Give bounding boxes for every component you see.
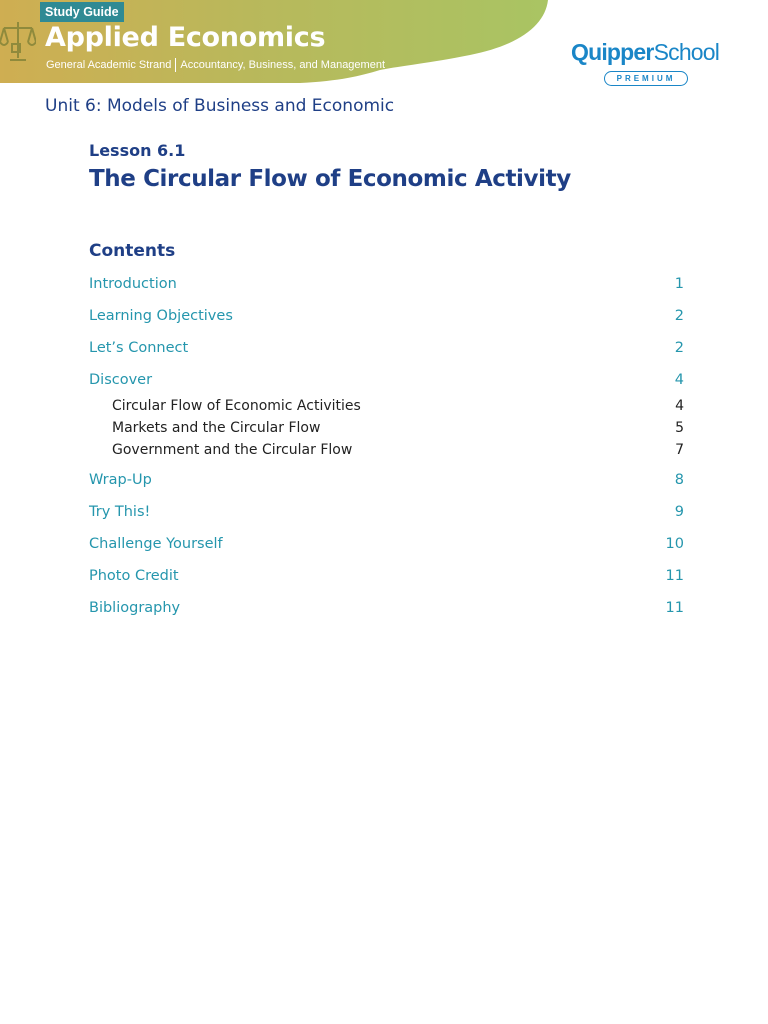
toc-item-page: 8: [674, 472, 684, 488]
strand-name: General Academic Strand: [46, 58, 172, 71]
toc-item-label: Government and the Circular Flow: [112, 442, 353, 458]
track-name: Accountancy, Business, and Management: [180, 58, 385, 71]
strand-divider: [175, 58, 176, 72]
toc-item[interactable]: [89, 308, 684, 330]
toc-item-page: 11: [665, 600, 684, 616]
logo-bold-text: Quipper: [571, 39, 654, 65]
toc-item-page: 11: [665, 568, 684, 584]
toc-item-page: 1: [674, 276, 684, 292]
balance-scale-icon: [0, 18, 36, 64]
toc-item[interactable]: [89, 276, 684, 298]
toc-item-page: 5: [675, 420, 684, 436]
toc-item-label: Try This!: [89, 504, 151, 520]
toc-item-page: 2: [674, 340, 684, 356]
toc-item[interactable]: [89, 568, 684, 590]
strand-line: [46, 58, 385, 72]
quipper-school-logo: [571, 38, 721, 83]
toc-item-label: Challenge Yourself: [89, 536, 223, 552]
toc-item-page: 4: [675, 398, 684, 414]
toc-item[interactable]: [89, 504, 684, 526]
toc-item-label: Photo Credit: [89, 568, 179, 584]
toc-item-page: 9: [674, 504, 684, 520]
toc-item[interactable]: [89, 472, 684, 494]
toc-item[interactable]: [89, 340, 684, 362]
header-banner: [0, 0, 768, 90]
toc-item-label: Wrap-Up: [89, 472, 152, 488]
toc-item-page: 4: [674, 372, 684, 388]
toc-item-label: Let’s Connect: [89, 340, 189, 356]
unit-title: Unit 6: Models of Business and Economic: [45, 96, 395, 116]
toc-item[interactable]: [89, 372, 684, 394]
toc-item: [89, 398, 684, 420]
toc-item-page: 10: [665, 536, 684, 552]
subject-title: Applied Economics: [45, 22, 326, 53]
logo-light-text: School: [653, 39, 720, 65]
contents-heading: Contents: [89, 241, 176, 261]
logo-wordmark: [571, 38, 721, 66]
toc-item: [89, 442, 684, 464]
lesson-label: Lesson 6.1: [89, 141, 186, 160]
toc-item-label: Markets and the Circular Flow: [112, 420, 321, 436]
lesson-title: The Circular Flow of Economic Activity: [89, 166, 571, 192]
toc-item-label: Discover: [89, 372, 153, 388]
toc-item-label: Circular Flow of Economic Activities: [112, 398, 361, 414]
toc-item-label: Introduction: [89, 276, 177, 292]
study-guide-badge: Study Guide: [40, 2, 124, 22]
premium-tag: PREMIUM: [604, 71, 688, 86]
toc-item[interactable]: [89, 536, 684, 558]
toc-item-label: Bibliography: [89, 600, 181, 616]
toc-item: [89, 420, 684, 442]
toc-item[interactable]: [89, 600, 684, 622]
toc-item-label: Learning Objectives: [89, 308, 233, 324]
toc-item-page: 7: [675, 442, 684, 458]
toc-item-page: 2: [674, 308, 684, 324]
